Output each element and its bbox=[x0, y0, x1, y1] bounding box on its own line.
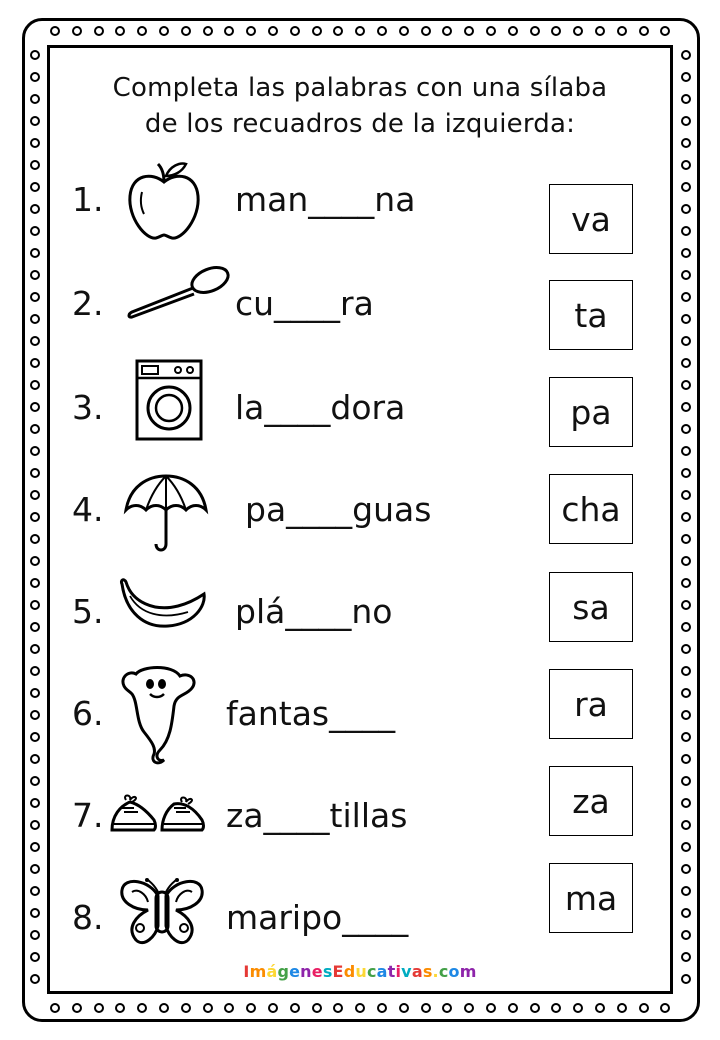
border-dot bbox=[30, 732, 40, 742]
border-dot bbox=[115, 1003, 125, 1013]
border-dot bbox=[224, 26, 234, 36]
syllable-text: ra bbox=[574, 684, 608, 724]
syllable-text: ma bbox=[564, 878, 618, 918]
instructions-title bbox=[60, 70, 660, 142]
border-dot bbox=[681, 226, 691, 236]
border-dot bbox=[399, 26, 409, 36]
border-dot bbox=[290, 1003, 300, 1013]
syllable-box bbox=[549, 572, 633, 642]
border-dot bbox=[660, 1003, 670, 1013]
title-line-2: de los recuadros de la izquierda: bbox=[144, 109, 576, 139]
border-dot bbox=[681, 820, 691, 830]
footer-letter: e bbox=[311, 962, 323, 981]
border-dot bbox=[617, 26, 627, 36]
border-dot bbox=[681, 578, 691, 588]
footer-letter: g bbox=[277, 962, 290, 981]
umbrella-icon bbox=[122, 470, 210, 556]
border-dot bbox=[681, 204, 691, 214]
word-6: fantas____ bbox=[226, 694, 396, 733]
border-dot bbox=[30, 490, 40, 500]
border-dot bbox=[639, 26, 649, 36]
item-number: 2. bbox=[72, 284, 104, 323]
border-dot bbox=[681, 952, 691, 962]
syllable-box bbox=[549, 474, 633, 544]
border-dot bbox=[30, 314, 40, 324]
syllable-text: pa bbox=[570, 392, 612, 432]
border-dot bbox=[30, 820, 40, 830]
spoon-icon bbox=[126, 262, 232, 320]
border-dot bbox=[681, 380, 691, 390]
border-dot bbox=[681, 710, 691, 720]
footer-letter: v bbox=[401, 962, 412, 981]
border-dot bbox=[30, 424, 40, 434]
border-dot bbox=[681, 688, 691, 698]
item-number: 8. bbox=[72, 898, 104, 937]
border-dot bbox=[681, 732, 691, 742]
border-dot bbox=[30, 226, 40, 236]
border-dot bbox=[137, 26, 147, 36]
border-dot bbox=[30, 952, 40, 962]
item-number: 6. bbox=[72, 694, 104, 733]
border-dot bbox=[355, 1003, 365, 1013]
syllable-text: za bbox=[572, 781, 610, 821]
border-dot bbox=[399, 1003, 409, 1013]
border-dot bbox=[181, 26, 191, 36]
border-dot bbox=[681, 468, 691, 478]
border-dot bbox=[30, 336, 40, 346]
title-line-1: Completa las palabras con una sílaba bbox=[112, 73, 608, 103]
border-dot bbox=[681, 402, 691, 412]
border-dot bbox=[30, 50, 40, 60]
footer-letter: á bbox=[266, 962, 278, 981]
border-dot bbox=[30, 380, 40, 390]
footer-letter: i bbox=[395, 962, 402, 981]
border-dot bbox=[30, 160, 40, 170]
footer-text bbox=[243, 962, 476, 981]
border-dot bbox=[30, 402, 40, 412]
border-dot bbox=[660, 26, 670, 36]
border-dot bbox=[681, 160, 691, 170]
border-dot bbox=[30, 842, 40, 852]
border-dot bbox=[681, 644, 691, 654]
border-dot bbox=[681, 512, 691, 522]
footer-letter: a bbox=[411, 962, 423, 981]
border-dot bbox=[30, 292, 40, 302]
footer-letter: e bbox=[289, 962, 301, 981]
border-dot bbox=[442, 1003, 452, 1013]
border-dot bbox=[30, 204, 40, 214]
item-number: 7. bbox=[72, 796, 104, 835]
border-dot bbox=[30, 72, 40, 82]
border-dot bbox=[681, 622, 691, 632]
border-dot bbox=[224, 1003, 234, 1013]
footer-letter: o bbox=[448, 962, 460, 981]
border-dot bbox=[681, 886, 691, 896]
washing-machine-icon bbox=[134, 358, 204, 442]
border-dot bbox=[30, 622, 40, 632]
border-dot bbox=[30, 578, 40, 588]
border-dot bbox=[30, 94, 40, 104]
border-dot bbox=[30, 864, 40, 874]
border-dot bbox=[30, 512, 40, 522]
border-dot bbox=[203, 1003, 213, 1013]
border-dot bbox=[50, 26, 60, 36]
footer-letter: n bbox=[300, 962, 312, 981]
butterfly-icon bbox=[118, 876, 206, 948]
border-dot bbox=[30, 688, 40, 698]
border-dot bbox=[681, 842, 691, 852]
word-2: cu____ra bbox=[235, 284, 374, 323]
border-dot bbox=[681, 336, 691, 346]
ghost-icon bbox=[114, 662, 200, 766]
border-dot bbox=[268, 26, 278, 36]
border-dot bbox=[421, 1003, 431, 1013]
border-dot bbox=[530, 26, 540, 36]
border-dot bbox=[312, 26, 322, 36]
border-dot bbox=[551, 1003, 561, 1013]
sneakers-icon bbox=[108, 790, 208, 836]
border-dot bbox=[681, 754, 691, 764]
word-7: za____tillas bbox=[226, 796, 408, 835]
border-dot bbox=[203, 26, 213, 36]
syllable-box bbox=[549, 377, 633, 447]
border-dot bbox=[573, 1003, 583, 1013]
border-dot bbox=[30, 138, 40, 148]
border-dot bbox=[30, 798, 40, 808]
border-dot bbox=[464, 26, 474, 36]
border-dot bbox=[377, 1003, 387, 1013]
border-dot bbox=[246, 1003, 256, 1013]
border-dot bbox=[30, 886, 40, 896]
border-dot bbox=[486, 1003, 496, 1013]
border-dot bbox=[377, 26, 387, 36]
border-dot bbox=[30, 600, 40, 610]
border-dot bbox=[573, 26, 583, 36]
syllable-box bbox=[549, 184, 633, 254]
border-dot bbox=[681, 908, 691, 918]
border-dot bbox=[508, 1003, 518, 1013]
border-dot bbox=[681, 116, 691, 126]
footer-letter: u bbox=[355, 962, 367, 981]
border-dot bbox=[94, 1003, 104, 1013]
border-dot bbox=[30, 446, 40, 456]
footer-letter: t bbox=[387, 962, 396, 981]
border-dot bbox=[30, 182, 40, 192]
border-dot bbox=[595, 26, 605, 36]
border-dot bbox=[681, 248, 691, 258]
border-dot bbox=[681, 666, 691, 676]
border-dot bbox=[246, 26, 256, 36]
border-dot bbox=[72, 1003, 82, 1013]
border-dot bbox=[421, 26, 431, 36]
border-dot bbox=[639, 1003, 649, 1013]
word-3: la____dora bbox=[235, 388, 406, 427]
footer-letter: d bbox=[343, 962, 356, 981]
border-dot bbox=[595, 1003, 605, 1013]
border-dot bbox=[681, 798, 691, 808]
border-dot bbox=[30, 468, 40, 478]
item-number: 4. bbox=[72, 490, 104, 529]
footer-letter: m bbox=[249, 962, 267, 981]
border-dot bbox=[486, 26, 496, 36]
border-dot bbox=[681, 270, 691, 280]
footer-letter: s bbox=[422, 962, 433, 981]
border-dot bbox=[50, 1003, 60, 1013]
item-number: 3. bbox=[72, 388, 104, 427]
footer-letter: a bbox=[376, 962, 388, 981]
border-dot bbox=[355, 26, 365, 36]
border-dot bbox=[137, 1003, 147, 1013]
border-dot bbox=[72, 26, 82, 36]
word-1: man____na bbox=[235, 180, 416, 219]
footer-letter: m bbox=[459, 962, 477, 981]
syllable-box bbox=[549, 669, 633, 739]
border-dot bbox=[617, 1003, 627, 1013]
border-dot bbox=[681, 182, 691, 192]
border-dot bbox=[30, 534, 40, 544]
syllable-text: ta bbox=[574, 295, 608, 335]
border-dot bbox=[464, 1003, 474, 1013]
footer-letter: c bbox=[366, 962, 377, 981]
footer-letter: . bbox=[432, 962, 439, 981]
word-5: plá____no bbox=[235, 592, 393, 631]
word-8: maripo____ bbox=[226, 898, 409, 937]
syllable-text: sa bbox=[572, 587, 610, 627]
banana-icon bbox=[118, 576, 208, 632]
syllable-box bbox=[549, 280, 633, 350]
syllable-box bbox=[549, 766, 633, 836]
border-dot bbox=[181, 1003, 191, 1013]
footer-letter: c bbox=[438, 962, 449, 981]
border-dot bbox=[30, 556, 40, 566]
border-dot bbox=[30, 358, 40, 368]
item-number: 5. bbox=[72, 592, 104, 631]
border-dot bbox=[159, 26, 169, 36]
border-dot bbox=[30, 930, 40, 940]
border-dot bbox=[530, 1003, 540, 1013]
border-dot bbox=[30, 270, 40, 280]
border-dot bbox=[681, 534, 691, 544]
border-dot bbox=[30, 248, 40, 258]
syllable-box bbox=[549, 863, 633, 933]
footer-letter: I bbox=[243, 962, 250, 981]
border-dot bbox=[312, 1003, 322, 1013]
syllable-text: cha bbox=[561, 489, 621, 529]
border-dot bbox=[681, 864, 691, 874]
border-dot bbox=[681, 556, 691, 566]
border-dot bbox=[115, 26, 125, 36]
border-dot bbox=[30, 754, 40, 764]
border-dot bbox=[159, 1003, 169, 1013]
border-dot bbox=[681, 424, 691, 434]
border-dot bbox=[333, 26, 343, 36]
border-dot bbox=[681, 94, 691, 104]
border-dot bbox=[30, 644, 40, 654]
border-dot bbox=[30, 710, 40, 720]
border-dot bbox=[681, 314, 691, 324]
footer-watermark bbox=[0, 962, 720, 981]
border-dot bbox=[30, 116, 40, 126]
border-dot bbox=[30, 908, 40, 918]
border-dot bbox=[681, 776, 691, 786]
border-dot bbox=[681, 490, 691, 500]
border-dot bbox=[290, 26, 300, 36]
border-dot bbox=[681, 138, 691, 148]
footer-letter: E bbox=[332, 962, 344, 981]
border-dot bbox=[681, 292, 691, 302]
border-dot bbox=[681, 600, 691, 610]
border-dot bbox=[681, 358, 691, 368]
border-dot bbox=[681, 446, 691, 456]
border-dot bbox=[551, 26, 561, 36]
border-dot bbox=[681, 50, 691, 60]
border-dot bbox=[94, 26, 104, 36]
border-dot bbox=[681, 72, 691, 82]
footer-letter: s bbox=[322, 962, 333, 981]
word-4: pa____guas bbox=[245, 490, 432, 529]
apple-icon bbox=[124, 158, 204, 242]
border-dot bbox=[268, 1003, 278, 1013]
border-dot bbox=[30, 776, 40, 786]
border-dot bbox=[333, 1003, 343, 1013]
border-dot bbox=[681, 930, 691, 940]
syllable-text: va bbox=[571, 199, 611, 239]
border-dot bbox=[508, 26, 518, 36]
border-dot bbox=[30, 666, 40, 676]
border-dot bbox=[442, 26, 452, 36]
item-number: 1. bbox=[72, 180, 104, 219]
